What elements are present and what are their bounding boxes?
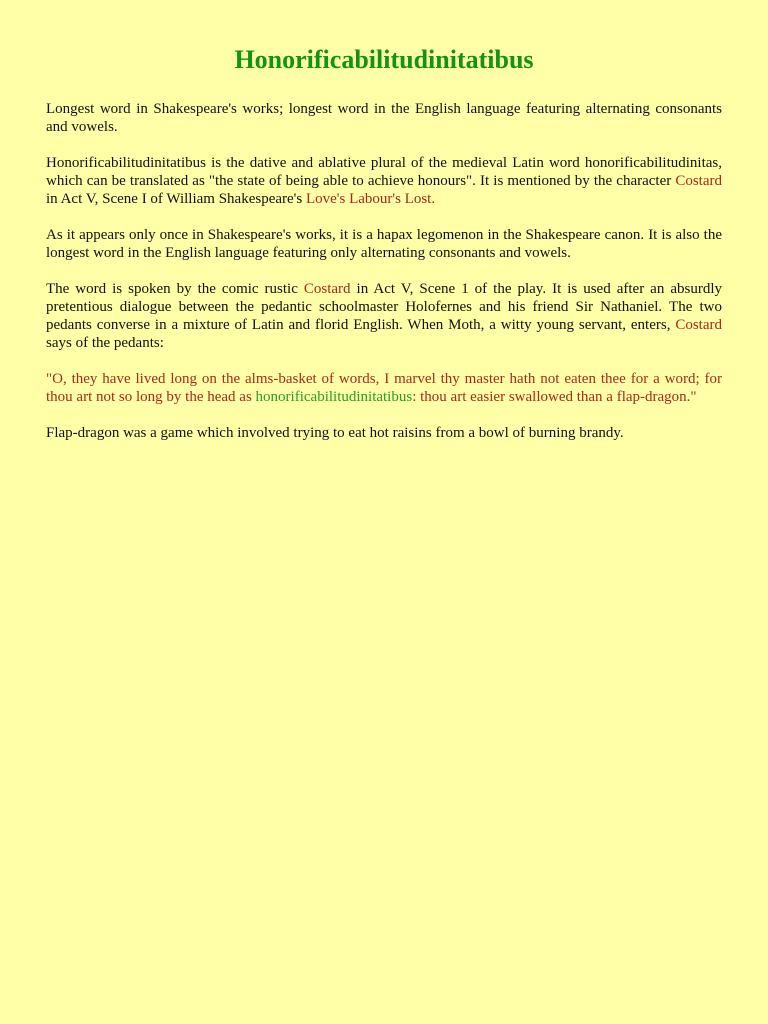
quote-paragraph (46, 370, 722, 406)
definition-text: Honorificabilitudinitatibus is the dative and ablative plural of the medieval Latin word honorificabilitudinitas, which can be translated as "the state of being able to achieve honours". It is mentioned by the character (46, 155, 722, 189)
definition-text-2: in Act V, Scene I of William Shakespeare's (46, 191, 306, 207)
intro-paragraph: Longest word in Shakespeare's works; longest word in the English language featuring alternating consonants and vowels. (46, 101, 722, 135)
loves-labours-lost-link[interactable]: Love's Labour's Lost. (305, 191, 436, 207)
context-text-3: says of the pedants: (46, 335, 164, 351)
quote-text: "O, they have lived long on the alms-basket of words, I marvel thy master hath not eaten thee for a word; for thou art not so long by the head as (46, 371, 722, 405)
flap-dragon-paragraph: Flap-dragon was a game which involved trying to eat hot raisins from a bowl of burning brandy. (46, 425, 624, 441)
page-title: Honorificabilitudinitatibus (234, 45, 534, 74)
hapax-paragraph: As it appears only once in Shakespeare's works, it is a hapax legomenon in the Shakespeare canon. It is also the longest word in the English language featuring only alternating consonants and vowels. (46, 227, 722, 261)
costard-link[interactable]: Costard (675, 173, 722, 189)
context-paragraph (46, 280, 722, 352)
context-text: The word is spoken by the comic rustic (46, 281, 304, 297)
costard-link[interactable]: Costard (303, 281, 351, 297)
highlighted-word: honorificabilitudinitatibus (255, 389, 413, 405)
context-text-2: in Act V, Scene 1 of the play. It is used after an absurdly pretentious dialogue between the pedantic schoolmaster Holofernes and his friend Sir Nathaniel. The two pedants converse in a mixture of Latin and florid English. When Moth, a witty young servant, enters, (46, 281, 722, 333)
costard-link[interactable]: Costard (675, 317, 722, 333)
definition-paragraph (46, 154, 722, 208)
quote-text-2: : thou art easier swallowed than a flap-dragon." (412, 389, 697, 405)
